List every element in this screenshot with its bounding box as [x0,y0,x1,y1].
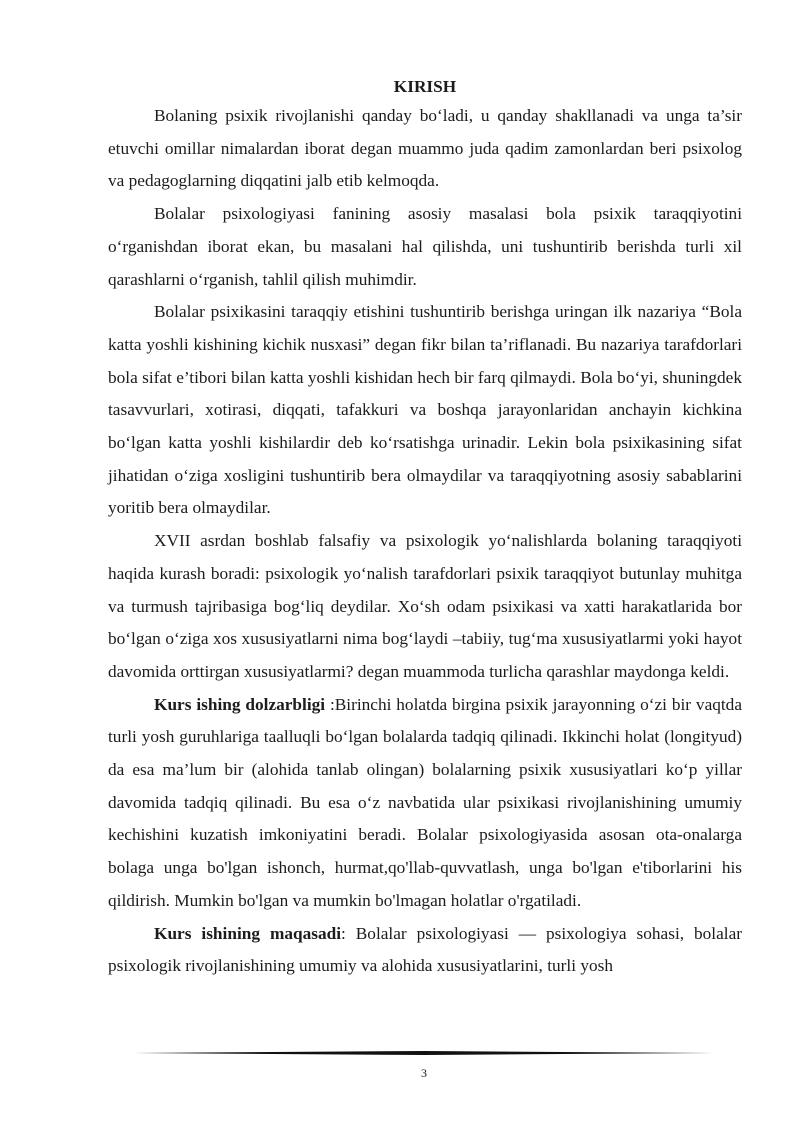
paragraph-17th-century [108,525,742,689]
paragraph-relevance [108,689,742,918]
footer-divider [134,1051,714,1055]
paragraph-text: Bolalar psixikasini taraqqiy etishini tushuntirib berishga uringan ilk nazariya “Bola katta yoshli kishining kichik nusxasi” degan fikr bilan ta’riflanadi. Bu nazariya tarafdorlari bola sifat e’tibori bilan katta yoshli kishidan hech bir farq qilmaydi. Bola bo‘yi, shuningdek tasavvurlari, xotirasi, diqqati, tafakkuri va boshqa jarayonlaridan anchayin kichkina bo‘lgan katta yoshli kishilardir deb ko‘rsatishga urinadir. Lekin bola psixikasining sifat jihatidan o‘ziga xosligini tushuntirib bera olmaydilar va taraqqiyotning asosiy sabablarini yoritib bera olmaydilar. [108,302,742,518]
paragraph-early-theory [108,296,742,525]
document-page [108,74,742,983]
page-number: 3 [421,1066,427,1080]
paragraph-main-question [108,198,742,296]
paragraph-lead-heading: Kurs ishining maqasadi [154,923,342,943]
paragraph-text: Bolalar psixologiyasi fanining asosiy masalasi bola psixik taraqqiyotini o‘rganishdan iborat ekan, bu masalani hal qilishda, uni tushuntirib berishda turli xil qarashlarni o‘rganish, tahlil qilish muhimdir. [108,204,742,289]
paragraph-lead-heading: Kurs ishing dolzarbligi [154,694,326,714]
paragraph-text: XVII asrdan boshlab falsafiy va psixologik yo‘nalishlarda bolaning taraqqiyoti haqida kurash boradi: psixologik yo‘nalish tarafdorlari psixik taraqqiyot butunlay muhitga va turmush tajribasiga bog‘liq deydilar. Xo‘sh odam psixikasi va xatti harakatlarida bor bo‘lgan o‘ziga xos xususiyatlarni nima bog‘laydi –tabiiy, tug‘ma xususiyatlarmi yoki hayot davomida orttirgan xususiyatlarmi? degan muammoda turlicha qarashlar maydonga keldi. [108,531,742,681]
paragraph-text: : Bolalar psixologiyasi — psixologiya sohasi, bolalar psixologik rivojlanishining umumiy va alohida xususiyatlarini, turli yosh [108,923,743,976]
paragraph-goal [108,918,742,983]
document-title: KIRISH [393,77,457,96]
paragraph-intro [108,100,742,198]
paragraph-text: Bolaning psixik rivojlanishi qanday bo‘ladi, u qanday shakllanadi va unga ta’sir etuvchi omillar nimalardan iborat degan muammo juda qadim zamonlardan beri psixolog va pedagoglarning diqqatini jalb etib kelmoqda. [108,106,742,191]
paragraph-text: :Birinchi holatda birgina psixik jarayonning o‘zi bir vaqtda turli yosh guruhlariga taalluqli bo‘lgan bolalarda tadqiq qilinadi. Ikkinchi holat (longityud) da esa ma’lum bir (alohida tanlab olingan) bolalarning psixik xususiyatlari ko‘p yillar davomida tadqiq qilinadi. Bu esa o‘z navbatida ular psixikasi rivojlanishining umumiy kechishini kuzatish imkoniyatini beradi. Bolalar psixologiyasida asosan ota-onalarga bolaga unga bo'lgan ishonch, hurmat,qo'llab-quvvatlash, unga bo'lgan e'tiborlarini his qildirish. Mumkin bo'lgan va mumkin bo'lmagan holatlar o'rgatiladi. [108,694,742,910]
